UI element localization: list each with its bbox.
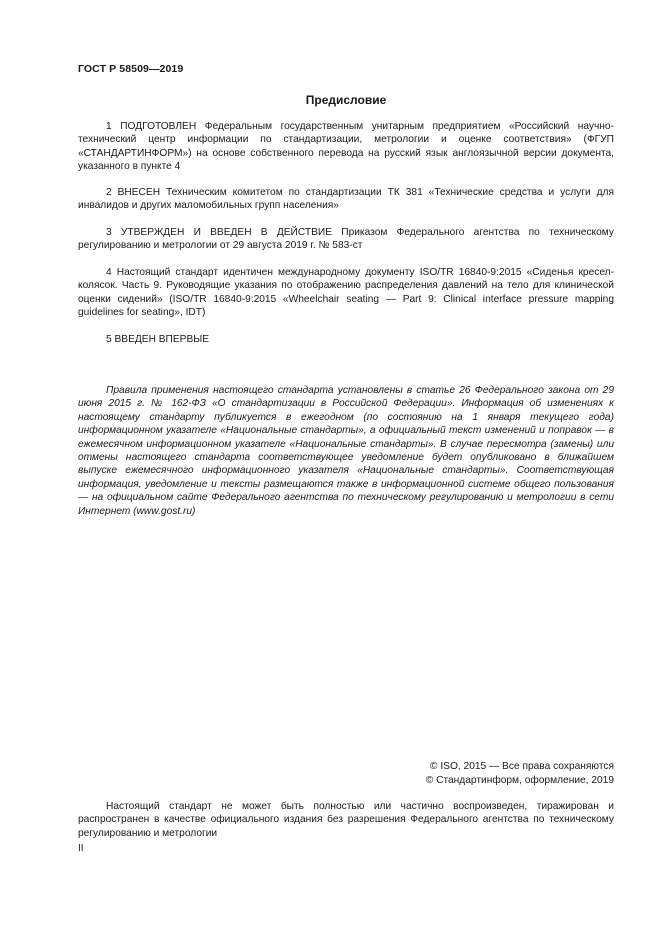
- foreword-paragraph-1: 1 ПОДГОТОВЛЕН Федеральным государственным унитарным предприятием «Российский научно-технический центр информации по стандартизации, метрологии и оценке соответствия» (ФГУП «СТАНДАРТИНФОРМ») на основе собственного перевода на русский язык англоязычной версии документа, указанного в пункте 4: [78, 121, 614, 173]
- foreword-paragraph-2: 2 ВНЕСЕН Техническим комитетом по стандартизации ТК 381 «Технические средства и услуги для инвалидов и других маломобильных групп населения»: [78, 187, 614, 212]
- document-header: ГОСТ Р 58509—2019: [78, 63, 184, 75]
- application-rules-notice: Правила применения настоящего стандарта установлены в статье 26 Федерального закона от 29 июня 2015 г. № 162-ФЗ «О стандартизации в Российской Федерации». Информация об изменениях к настоящему стандарту публикуется в ежегодном (по состоянию на 1 января текущего года) информационном указателе «Национальные стандарты», а официальный текст изменений и поправок — в ежемесячном информационном указателе «Национальные стандарты». В случае пересмотра (замены) или отмены настоящего стандарта соответствующее уведомление будет опубликовано в ближайшем выпуске ежемесячного информационного указателя «Национальные стандарты». Соответствующая информация, уведомление и тексты размещаются также в информационной системе общего пользования — на официальном сайте Федерального агентства по техническому регулированию и метрологии в сети Интернет (www.gost.ru): [78, 385, 614, 517]
- copyright-iso: © ISO, 2015 — Все права сохраняются: [430, 761, 614, 772]
- reproduction-notice: Настоящий стандарт не может быть полностью или частично воспроизведен, тиражирован и распространен в качестве официального издания без разрешения Федерального агентства по техническому регулированию и метрологии: [78, 801, 614, 839]
- copyright-standartinform: © Стандартинформ, оформление, 2019: [425, 775, 614, 786]
- section-title: Предисловие: [305, 93, 387, 107]
- foreword-paragraph-3: 3 УТВЕРЖДЕН И ВВЕДЕН В ДЕЙСТВИЕ Приказом Федерального агентства по техническому регулированию и метрологии от 29 августа 2019 г. № 583-ст: [78, 227, 614, 252]
- foreword-paragraph-5: 5 ВВЕДЕН ВПЕРВЫЕ: [106, 334, 210, 345]
- foreword-paragraph-4: 4 Настоящий стандарт идентичен международному документу ISO/TR 16840-9:2015 «Сиденья кресел-колясок. Часть 9. Руководящие указания по отображению распределения давлений на тело для клинической оценки сидений» (ISO/TR 16840-9:2015 «Wheelchair seating — Part 9: Clinical interface pressure mapping guidelines for seating», IDT): [78, 267, 614, 319]
- page-number: II: [78, 843, 84, 854]
